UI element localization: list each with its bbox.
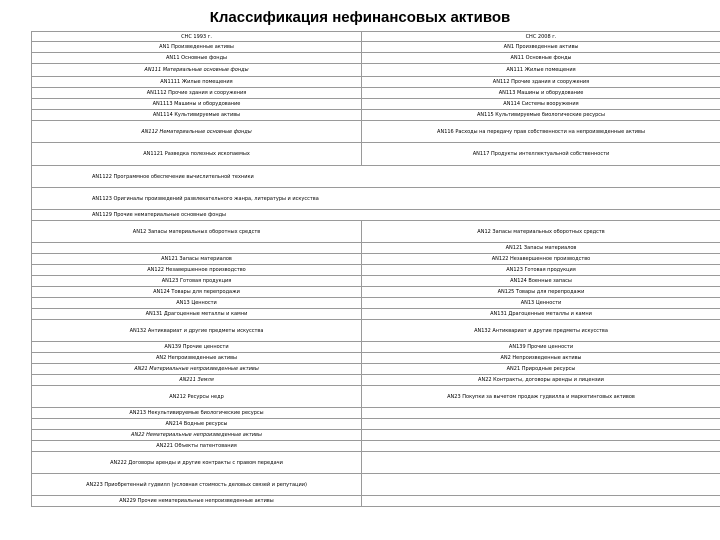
cell-snc-1993: AN212 Ресурсы недр [32, 386, 362, 408]
cell-snc-1993: AN22 Нематериальные непроизведенные активы [32, 430, 362, 441]
cell-snc-2008: AN12 Запасы материальных оборотных средств [362, 221, 720, 243]
cell-snc-2008: AN22 Контракты, договоры аренды и лицензии [362, 375, 720, 386]
cell-snc-2008: AN131 Драгоценные металлы и камни [362, 309, 720, 320]
table-row [32, 243, 720, 254]
cell-snc-1993: AN13 Ценности [32, 298, 362, 309]
table-row [32, 77, 720, 88]
table-row [32, 221, 720, 243]
cell-snc-1993: AN123 Готовая продукция [32, 276, 362, 287]
cell-snc-1993: AN122 Незавершенное производство [32, 265, 362, 276]
cell-snc-2008: AN125 Товары для перепродажи [362, 287, 720, 298]
cell-snc-1993: AN221 Объекты патентования [32, 441, 362, 452]
cell-snc-2008 [362, 408, 720, 419]
table-row [32, 430, 720, 441]
table-row [32, 309, 720, 320]
table-row [32, 53, 720, 64]
cell-snc-1993: AN223 Приобретенный гудвилл (условная стоимость деловых связей и репутации) [32, 474, 362, 496]
cell-snc-2008: AN121 Запасы материалов [362, 243, 720, 254]
classification-table-body [32, 32, 720, 507]
table-row [32, 42, 720, 53]
table-row [32, 298, 720, 309]
table-row [32, 408, 720, 419]
cell-snc-2008 [362, 474, 720, 496]
cell-snc-2008 [362, 430, 720, 441]
cell-snc-1993: AN12 Запасы материальных оборотных средств [32, 221, 362, 243]
cell-snc-2008: AN1 Произведенные активы [362, 42, 720, 53]
cell-snc-1993: AN1129 Прочие нематериальные основные фонды [32, 210, 720, 221]
cell-snc-1993: AN1 Произведенные активы [32, 42, 362, 53]
table-row [32, 342, 720, 353]
cell-snc-1993: AN139 Прочие ценности [32, 342, 362, 353]
cell-snc-2008: AN115 Культивируемые биологические ресурсы [362, 110, 720, 121]
table-row [32, 254, 720, 265]
cell-snc-1993: AN111 Материальные основные фонды [32, 64, 362, 77]
cell-snc-2008: AN113 Машины и оборудование [362, 88, 720, 99]
table-row [32, 287, 720, 298]
cell-snc-2008: СНС 2008 г. [362, 32, 720, 42]
cell-snc-1993: AN21 Материальные непроизведенные активы [32, 364, 362, 375]
cell-snc-2008 [362, 452, 720, 474]
table-row [32, 276, 720, 287]
table-row [32, 143, 720, 166]
cell-snc-2008: AN111 Жилые помещения [362, 64, 720, 77]
cell-snc-1993: AN229 Прочие нематериальные непроизведенные активы [32, 496, 362, 507]
table-row [32, 166, 720, 188]
cell-snc-1993: AN213 Некультивируемые биологические ресурсы [32, 408, 362, 419]
cell-snc-1993: AN112 Нематериальные основные фонды [32, 121, 362, 143]
cell-snc-1993: AN1114 Культивируемые активы [32, 110, 362, 121]
cell-snc-1993: AN124 Товары для перепродажи [32, 287, 362, 298]
cell-snc-1993: AN11 Основные фонды [32, 53, 362, 64]
cell-snc-1993: AN132 Антиквариат и другие предметы искусства [32, 320, 362, 342]
cell-snc-2008: AN117 Продукты интеллектуальной собственности [362, 143, 720, 166]
cell-snc-1993: AN1112 Прочие здания и сооружения [32, 88, 362, 99]
table-row [32, 320, 720, 342]
cell-snc-2008: AN139 Прочие ценности [362, 342, 720, 353]
cell-snc-2008: AN124 Военные запасы [362, 276, 720, 287]
cell-snc-1993 [32, 243, 362, 254]
cell-snc-1993: AN2 Непроизведенные активы [32, 353, 362, 364]
table-row [32, 110, 720, 121]
table-row [32, 375, 720, 386]
cell-snc-2008: AN2 Непроизведенные активы [362, 353, 720, 364]
table-row [32, 353, 720, 364]
cell-snc-2008: AN13 Ценности [362, 298, 720, 309]
table-row [32, 99, 720, 110]
cell-snc-1993: СНС 1993 г. [32, 32, 362, 42]
cell-snc-1993: AN1113 Машины и оборудование [32, 99, 362, 110]
table-row [32, 496, 720, 507]
page-title: Классификация нефинансовых активов [209, 9, 511, 26]
table-row [32, 474, 720, 496]
table-row [32, 210, 720, 221]
table-row [32, 386, 720, 408]
cell-snc-2008 [362, 496, 720, 507]
cell-snc-2008: AN23 Покупки за вычетом продаж гудвилла и маркетинговых активов [362, 386, 720, 408]
table-row [32, 419, 720, 430]
cell-snc-1993: AN1122 Программное обеспечение вычислительной техники [32, 166, 720, 188]
cell-snc-1993: AN222 Договоры аренды и другие контракты с правом передачи [32, 452, 362, 474]
table-row [32, 88, 720, 99]
cell-snc-2008 [362, 441, 720, 452]
cell-snc-2008: AN112 Прочие здания и сооружения [362, 77, 720, 88]
table-row [32, 441, 720, 452]
cell-snc-2008 [362, 419, 720, 430]
table-row [32, 121, 720, 143]
cell-snc-1993: AN1121 Разведка полезных ископаемых [32, 143, 362, 166]
cell-snc-2008: AN116 Расходы на передачу прав собственности на непроизведенные активы [362, 121, 720, 143]
table-row [32, 364, 720, 375]
table-row [32, 32, 720, 42]
cell-snc-1993: AN1111 Жилые помещения [32, 77, 362, 88]
cell-snc-1993: AN1123 Оригиналы произведений развлекательного жанра, литературы и искусства [32, 188, 720, 210]
cell-snc-2008: AN123 Готовая продукция [362, 265, 720, 276]
cell-snc-2008: AN114 Системы вооружения [362, 99, 720, 110]
cell-snc-2008: AN132 Антиквариат и другие предметы искусства [362, 320, 720, 342]
cell-snc-1993: AN211 Земля [32, 375, 362, 386]
classification-table [31, 31, 720, 507]
cell-snc-2008: AN11 Основные фонды [362, 53, 720, 64]
table-row [32, 188, 720, 210]
table-row [32, 265, 720, 276]
cell-snc-1993: AN121 Запасы материалов [32, 254, 362, 265]
cell-snc-2008: AN122 Незавершенное производство [362, 254, 720, 265]
table-row [32, 64, 720, 77]
cell-snc-1993: AN214 Водные ресурсы [32, 419, 362, 430]
cell-snc-2008: AN21 Природные ресурсы [362, 364, 720, 375]
table-row [32, 452, 720, 474]
cell-snc-1993: AN131 Драгоценные металлы и камни [32, 309, 362, 320]
